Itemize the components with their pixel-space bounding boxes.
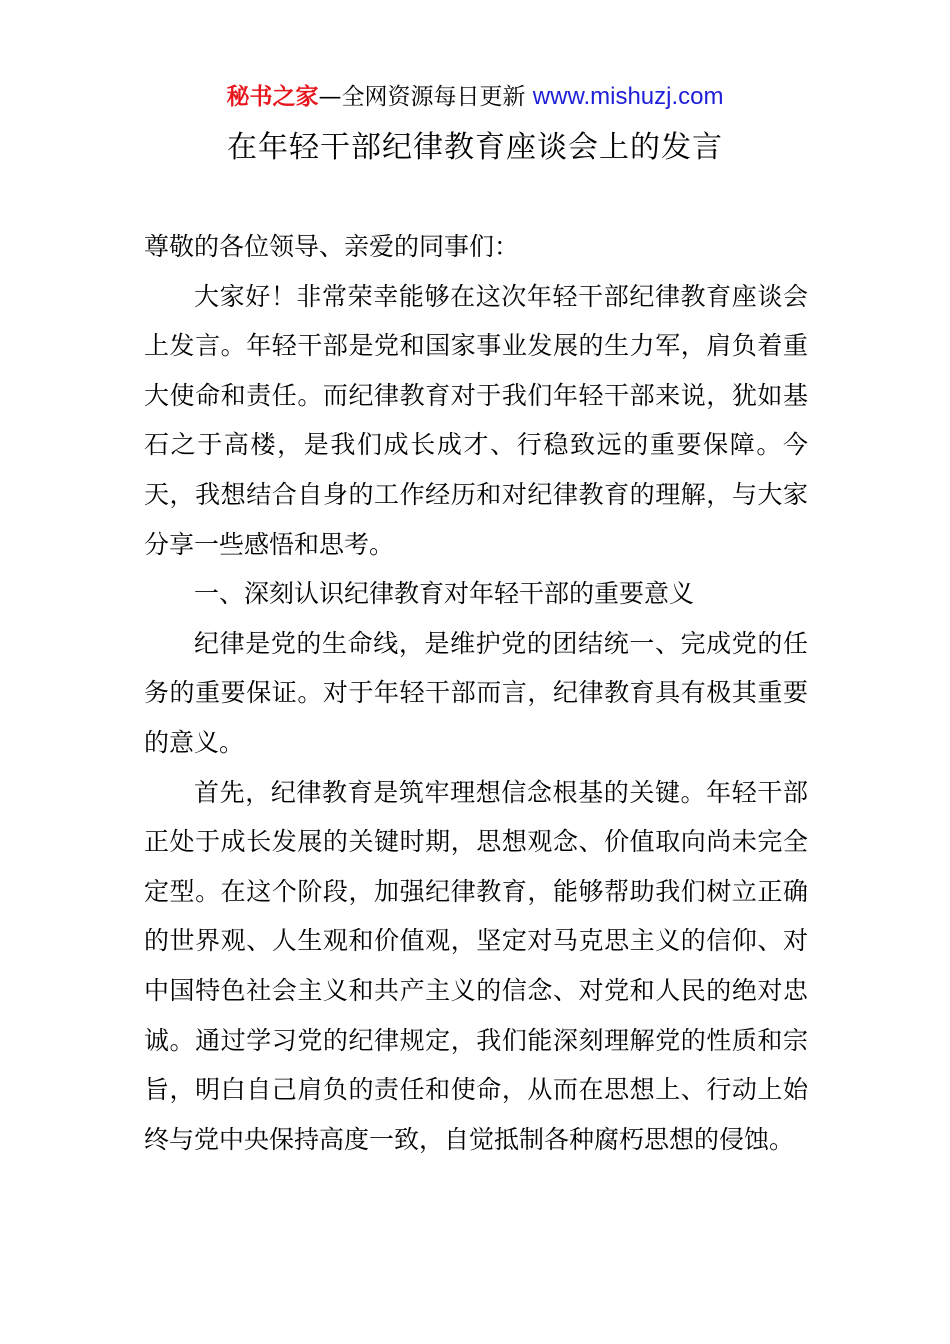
section-heading-1: 一、深刻认识纪律教育对年轻干部的重要意义 [194, 579, 695, 609]
paragraph-greeting: 大家好！非常荣幸能够在这次年轻干部纪律教育座谈会上发言。年轻干部是党和国家事业发展的生力军，肩负着重大使命和责任。而纪律教育对于我们年轻干部来说，犹如基石之于高楼，是我们成长成才、行稳致远的重要保障。今天，我想结合自身的工作经历和对纪律教育的理解，与大家分享一些感悟和思考。 [144, 281, 808, 559]
salutation: 尊敬的各位领导、亲爱的同事们： [144, 232, 520, 261]
site-header [0, 80, 950, 114]
paragraph-discipline-importance: 纪律是党的生命线，是维护党的团结统一、完成党的任务的重要保证。对于年轻干部而言，纪律教育具有极其重要的意义。 [144, 628, 808, 757]
site-slogan: —全网资源每日更新 [318, 84, 526, 110]
paragraph-first-point: 首先，纪律教育是筑牢理想信念根基的关键。年轻干部正处于成长发展的关键时期，思想观念、价值取向尚未完全定型。在这个阶段，加强纪律教育，能够帮助我们树立正确的世界观、人生观和价值观，坚定对马克思主义的信仰、对中国特色社会主义和共产主义的信念、对党和人民的绝对忠诚。通过学习党的纪律规定，我们能深刻理解党的性质和宗旨，明白自己肩负的责任和使命，从而在思想上、行动上始终与党中央保持高度一致，自觉抵制各种腐朽思想的侵蚀。 [144, 777, 808, 1154]
site-url-link[interactable]: www.mishuzj.com [532, 83, 724, 110]
site-brand: 秘书之家 [226, 84, 319, 110]
document-title: 在年轻干部纪律教育座谈会上的发言 [227, 130, 723, 165]
document-body [144, 222, 808, 1164]
